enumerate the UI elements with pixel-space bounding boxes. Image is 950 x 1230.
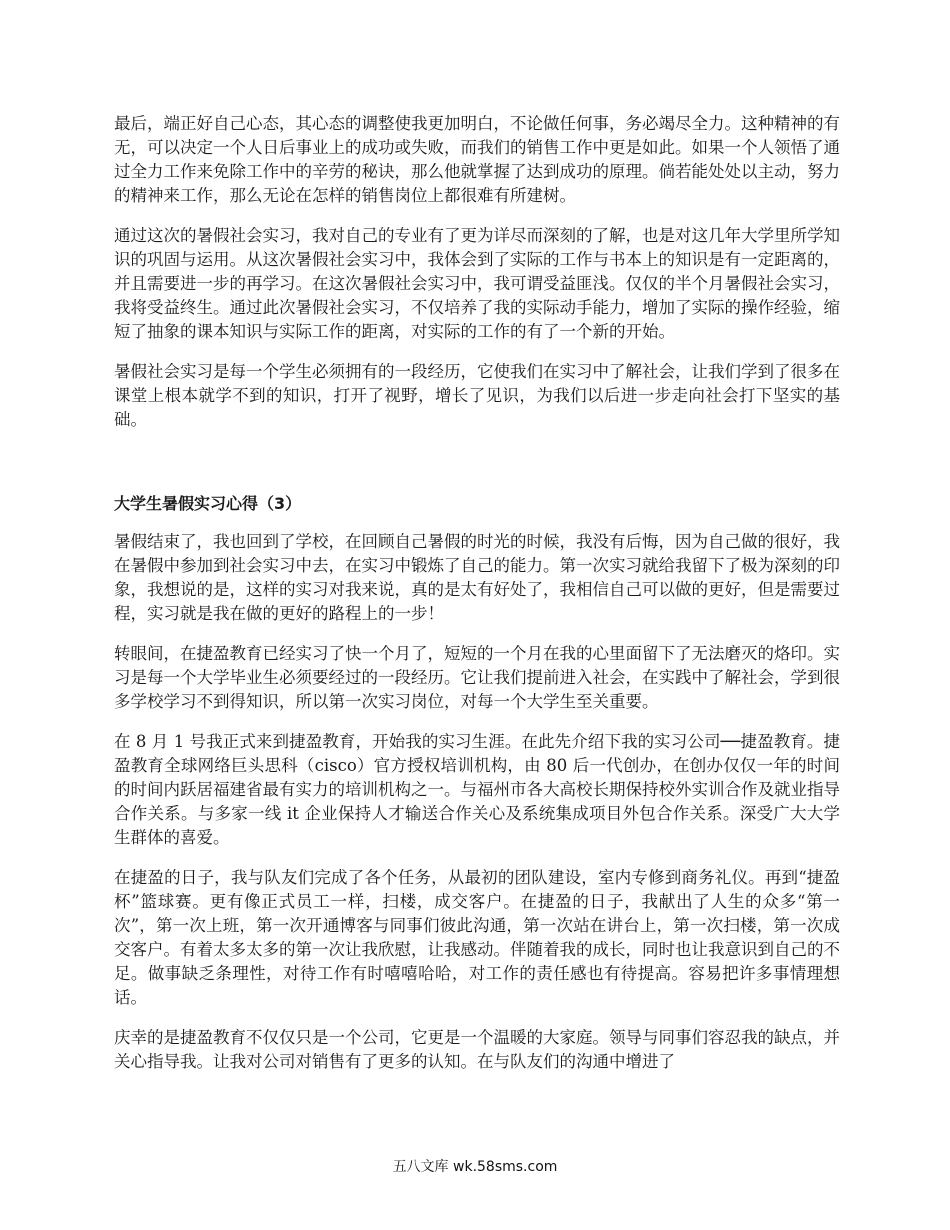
paragraph-attitude: 最后，端正好自己心态，其心态的调整使我更加明白，不论做任何事，务必竭尽全力。这种精神的有无，可以决定一个人日后事业上的成功或失败，而我们的销售工作中更是如此。如果一个人领悟了通过全力工作来免除工作中的辛劳的秘诀，那么他就掌握了达到成功的原理。倘若能处处以主动，努力的精神来工作，那么无论在怎样的销售岗位上都很难有所建树。 — [114, 114, 840, 205]
section-title: 大学生暑假实习心得（3） — [114, 494, 302, 513]
document-body — [114, 112, 840, 1074]
paragraph-firsts: 在捷盈的日子，我与队友们完成了各个任务，从最初的团队建设，室内专修到商务礼仪。再到“捷盈杯”篮球赛。更有像正式员工一样，扫楼，成交客户。在捷盈的日子，我献出了人生的众多“第一次”，第一次上班，第一次开通博客与同事们彼此沟通，第一次站在讲台上，第一次扫楼，第一次成交客户。有着太多太多的第一次让我欣慰，让我感动。伴随着我的成长，同时也让我意识到自己的不足。做事缺乏条理性，对待工作有时嘻嘻哈哈，对工作的责任感也有待提高。容易把许多事情理想话。 — [114, 868, 840, 1007]
paragraph-warm-family: 庆幸的是捷盈教育不仅仅只是一个公司，它更是一个温暖的大家庭。领导与同事们容忍我的缺点，并关心指导我。让我对公司对销售有了更多的认知。在与队友们的沟通中增进了 — [114, 1028, 840, 1071]
paragraph-internship-experience: 暑假社会实习是每一个学生必须拥有的一段经历，它使我们在实习中了解社会，让我们学到了很多在课堂上根本就学不到的知识，打开了视野，增长了见识，为我们以后进一步走向社会打下坚实的基础。 — [114, 362, 840, 429]
paragraph-summer-end: 暑假结束了，我也回到了学校，在回顾自己暑假的时光的时候，我没有后悔，因为自己做的很好，我在暑假中参加到社会实习中去，在实习中锻炼了自己的能力。第一次实习就给我留下了极为深刻的印象，我想说的是，这样的实习对我来说，真的是太有好处了，我相信自己可以做的更好，但是需要过程，实习就是我在做的更好的路程上的一步！ — [114, 532, 840, 623]
footer-watermark: 五八文库 wk.58sms.com — [392, 1159, 558, 1175]
paragraph-internship-understanding: 通过这次的暑假社会实习，我对自己的专业有了更为详尽而深刻的了解，也是对这几年大学里所学知识的巩固与运用。从这次暑假社会实习中，我体会到了实际的工作与书本上的知识是有一定距离的，并且需要进一步的再学习。在这次暑假社会实习中，我可谓受益匪浅。仅仅的半个月暑假社会实习，我将受益终生。通过此次暑假社会实习，不仅培养了我的实际动手能力，增加了实际的操作经验，缩短了抽象的课本知识与实际工作的距离，对实际的工作的有了一个新的开始。 — [114, 226, 840, 341]
paragraph-company-intro: 在 8 月 1 号我正式来到捷盈教育，开始我的实习生涯。在此先介绍下我的实习公司──捷盈教育。捷盈教育全球网络巨头思科（cisco）官方授权培训机构，由 80 后一代创办，在创办仅仅一年的时间的时间内跃居福建省最有实力的培训机构之一。与福州市各大高校长期保持校外实训合作及就业指导合作关系。与多家一线 it 企业保持人才输送合作关心及系统集成项目外包合作关系。深受广大大学生群体的喜爱。 — [114, 732, 840, 847]
paragraph-one-month: 转眼间，在捷盈教育已经实习了快一个月了，短短的一个月在我的心里面留下了无法磨灭的烙印。实习是每一个大学毕业生必须要经过的一段经历。它让我们提前进入社会，在实践中了解社会，学到很多学校学习不到得知识，所以第一次实习岗位，对每一个大学生至关重要。 — [114, 644, 840, 711]
